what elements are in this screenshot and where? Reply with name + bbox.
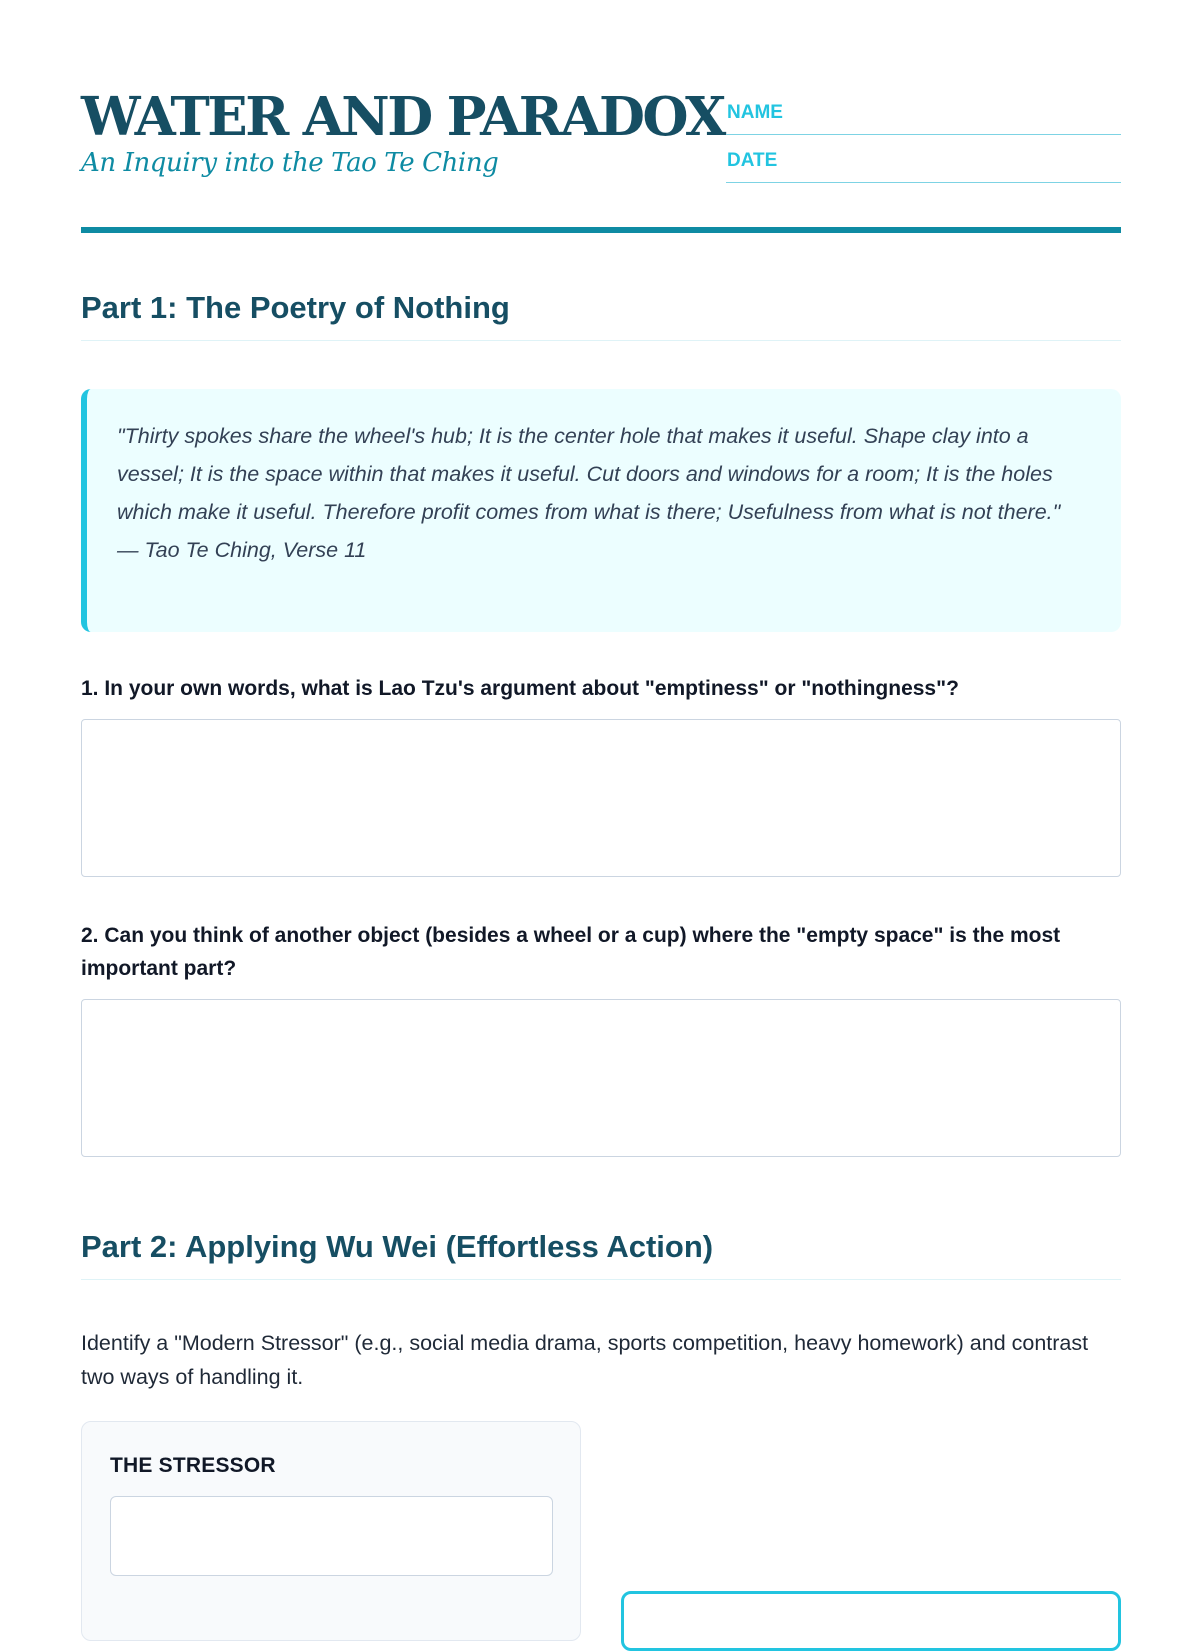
worksheet-subtitle: An Inquiry into the Tao Te Ching bbox=[81, 148, 499, 178]
date-label: DATE bbox=[727, 150, 778, 171]
stressor-card bbox=[81, 1421, 581, 1641]
name-label: NAME bbox=[727, 102, 783, 123]
answer-box-1[interactable] bbox=[81, 719, 1121, 877]
date-field[interactable] bbox=[726, 148, 1121, 183]
stressor-label: THE STRESSOR bbox=[110, 1454, 276, 1477]
question-1: 1. In your own words, what is Lao Tzu's argument about "emptiness" or "nothingness"? bbox=[81, 677, 959, 700]
quote-text: "Thirty spokes share the wheel's hub; It is the center hole that makes it useful. Shape clay into a vessel; It is the space within that makes it useful. Cut doors and windows for a room; It is the holes which make it useful. Therefore profit comes from what is there; Usefulness from what is not there." bbox=[117, 424, 1061, 524]
header-divider bbox=[81, 227, 1121, 233]
response-card bbox=[621, 1591, 1121, 1651]
name-field[interactable] bbox=[726, 100, 1121, 135]
quote-attribution: — Tao Te Ching, Verse 11 bbox=[117, 538, 367, 562]
question-2: 2. Can you think of another object (besides a wheel or a cup) where the "empty space" is the most important part? bbox=[81, 924, 1061, 980]
part1-heading: Part 1: The Poetry of Nothing bbox=[81, 290, 1121, 341]
part2-intro: Identify a "Modern Stressor" (e.g., social media drama, sports competition, heavy homework) and contrast two ways of handling it. bbox=[81, 1331, 1089, 1389]
answer-box-2[interactable] bbox=[81, 999, 1121, 1157]
part2-heading: Part 2: Applying Wu Wei (Effortless Action) bbox=[81, 1229, 1121, 1280]
worksheet-title: WATER AND PARADOX bbox=[81, 86, 724, 148]
stressor-input[interactable] bbox=[110, 1496, 553, 1576]
quote-block bbox=[81, 389, 1121, 632]
worksheet-header bbox=[81, 86, 1121, 236]
